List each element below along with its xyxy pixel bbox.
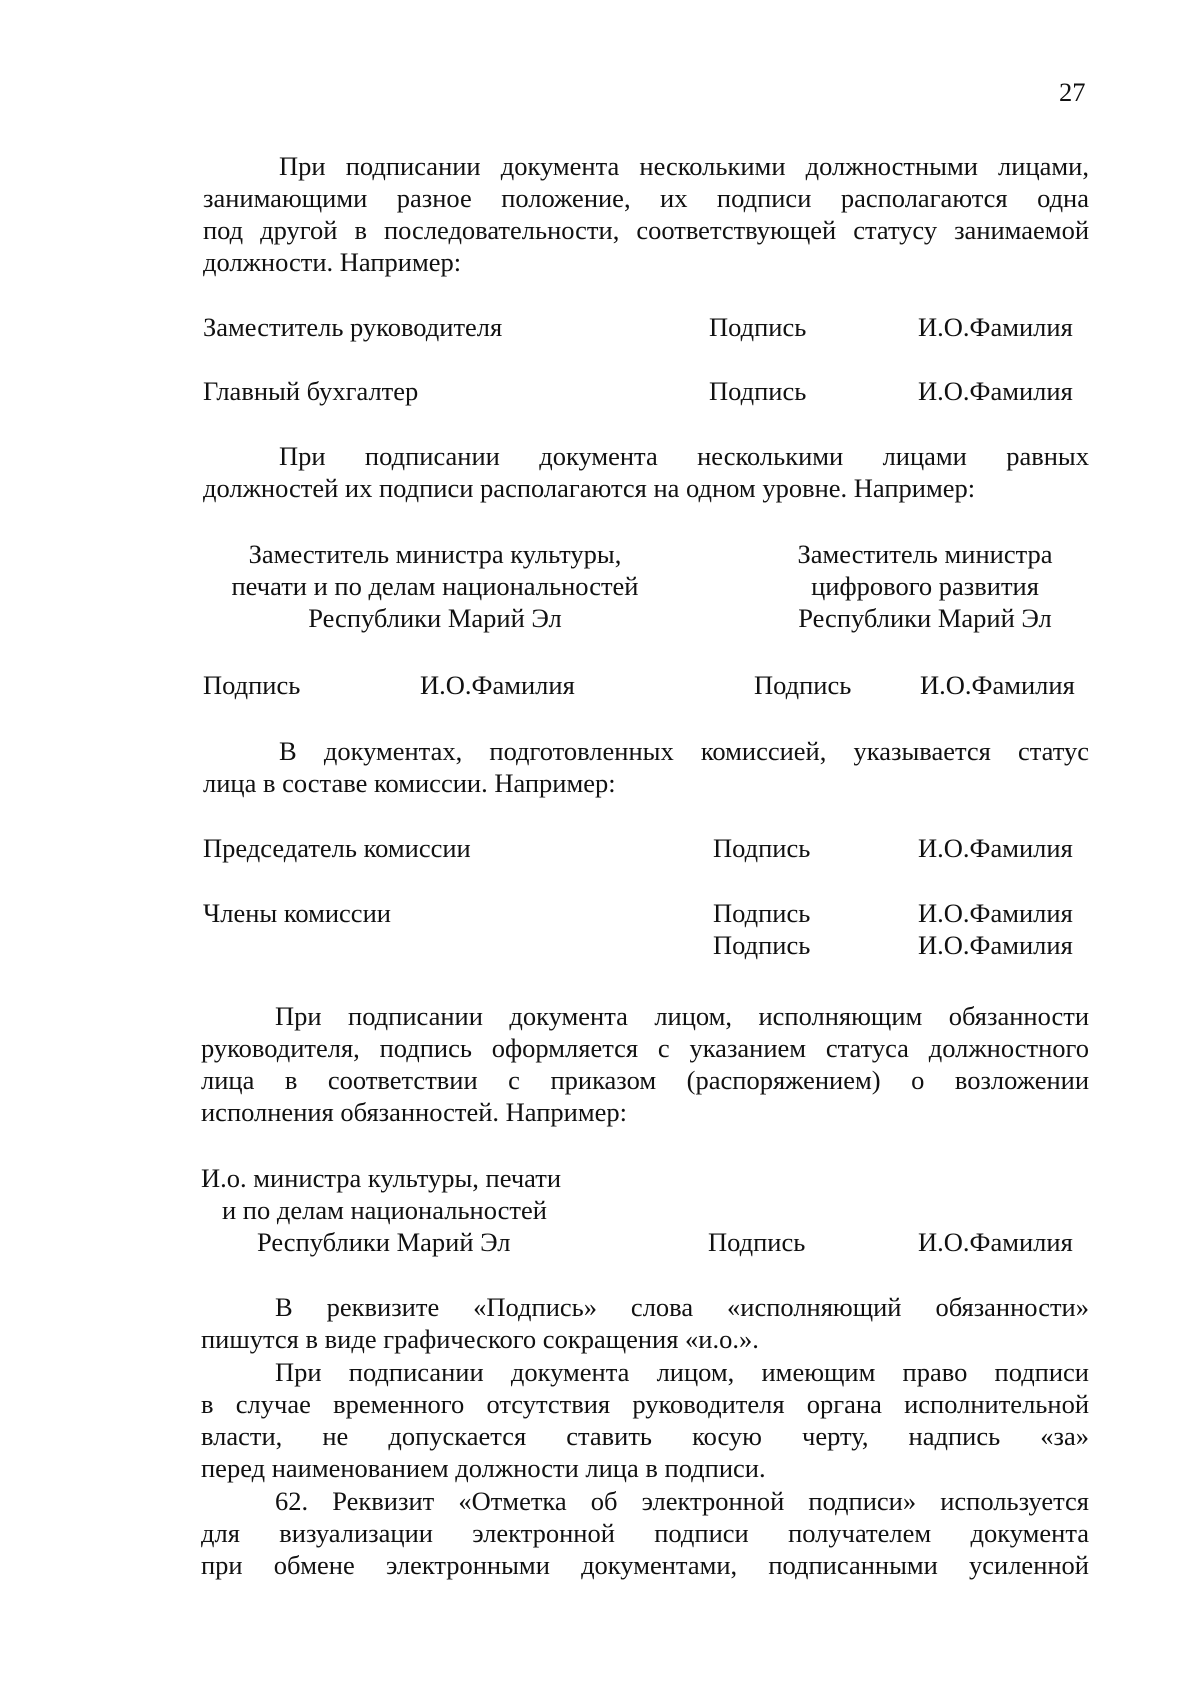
signer-name: И.О.Фамилия: [918, 898, 1073, 928]
signer-left-position: [200, 538, 670, 634]
paragraph-line: При подписании документа лицом, имеющим право подписи: [275, 1357, 1089, 1387]
signer-position: Председатель комиссии: [203, 833, 471, 863]
paragraph-line: для визуализации электронной подписи получателем документа: [201, 1518, 1089, 1548]
paragraph-line: При подписании документа несколькими должностными лицами,: [279, 151, 1089, 181]
signer-position: Главный бухгалтер: [203, 376, 419, 406]
signer-name: И.О.Фамилия: [918, 833, 1073, 863]
signer-position: Заместитель руководителя: [203, 312, 503, 342]
paragraph-line: при обмене электронными документами, подписанными усиленной: [201, 1550, 1089, 1580]
paragraph-line: 62. Реквизит «Отметка об электронной подписи» используется: [275, 1486, 1089, 1516]
paragraph-line: власти, не допускается ставить косую черту, надпись «за»: [201, 1421, 1089, 1451]
signer-name: И.О.Фамилия: [918, 376, 1073, 406]
paragraph-line: в случае временного отсутствия руководителя органа исполнительной: [201, 1389, 1089, 1419]
paragraph-line: руководителя, подпись оформляется с указанием статуса должностного: [201, 1033, 1089, 1063]
page-number: 27: [1059, 77, 1086, 107]
signature-placeholder: Подпись: [203, 670, 301, 700]
paragraph-line: лица в составе комиссии. Например:: [203, 768, 616, 798]
signer-name: И.О.Фамилия: [918, 1227, 1073, 1257]
paragraph-line: занимающими разное положение, их подписи располагаются одна: [203, 183, 1089, 213]
signer-position: Члены комиссии: [203, 898, 391, 928]
signature-placeholder: Подпись: [709, 376, 807, 406]
paragraph-line: должности. Например:: [203, 247, 462, 277]
signature-placeholder: Подпись: [713, 898, 811, 928]
signer-name: И.О.Фамилия: [918, 312, 1073, 342]
paragraph-line: При подписании документа несколькими лицами равных: [279, 441, 1089, 471]
signer-name: И.О.Фамилия: [918, 930, 1073, 960]
signature-placeholder: Подпись: [708, 1227, 806, 1257]
position-line: и по делам национальностей: [222, 1195, 547, 1225]
signature-placeholder: Подпись: [713, 930, 811, 960]
signer-right-position: [760, 538, 1090, 634]
paragraph-line: перед наименованием должности лица в подписи.: [201, 1453, 766, 1483]
paragraph-line: исполнения обязанностей. Например:: [201, 1097, 627, 1127]
position-line: Республики Марий Эл: [798, 603, 1052, 633]
position-line: И.о. министра культуры, печати: [201, 1163, 562, 1193]
signature-placeholder: Подпись: [709, 312, 807, 342]
position-line: Республики Марий Эл: [308, 603, 562, 633]
position-line: печати и по делам национальностей: [231, 571, 639, 601]
signature-placeholder: Подпись: [713, 833, 811, 863]
paragraph-line: должностей их подписи располагаются на одном уровне. Например:: [203, 473, 976, 503]
signature-placeholder: Подпись: [754, 670, 852, 700]
paragraph-line: лица в соответствии с приказом (распоряжением) о возложении: [201, 1065, 1089, 1095]
paragraph-line: под другой в последовательности, соответствующей статусу занимаемой: [203, 215, 1089, 245]
position-line: Республики Марий Эл: [257, 1227, 511, 1257]
position-line: цифрового развития: [811, 571, 1039, 601]
signer-name: И.О.Фамилия: [420, 670, 575, 700]
paragraph-line: В документах, подготовленных комиссией, указывается статус: [279, 736, 1089, 766]
position-line: Заместитель министра культуры,: [248, 539, 622, 569]
signer-name: И.О.Фамилия: [920, 670, 1075, 700]
paragraph-line: При подписании документа лицом, исполняющим обязанности: [275, 1001, 1089, 1031]
position-line: Заместитель министра: [797, 539, 1053, 569]
paragraph-line: В реквизите «Подпись» слова «исполняющий обязанности»: [275, 1292, 1089, 1322]
paragraph-line: пишутся в виде графического сокращения «и.о.».: [201, 1324, 759, 1354]
